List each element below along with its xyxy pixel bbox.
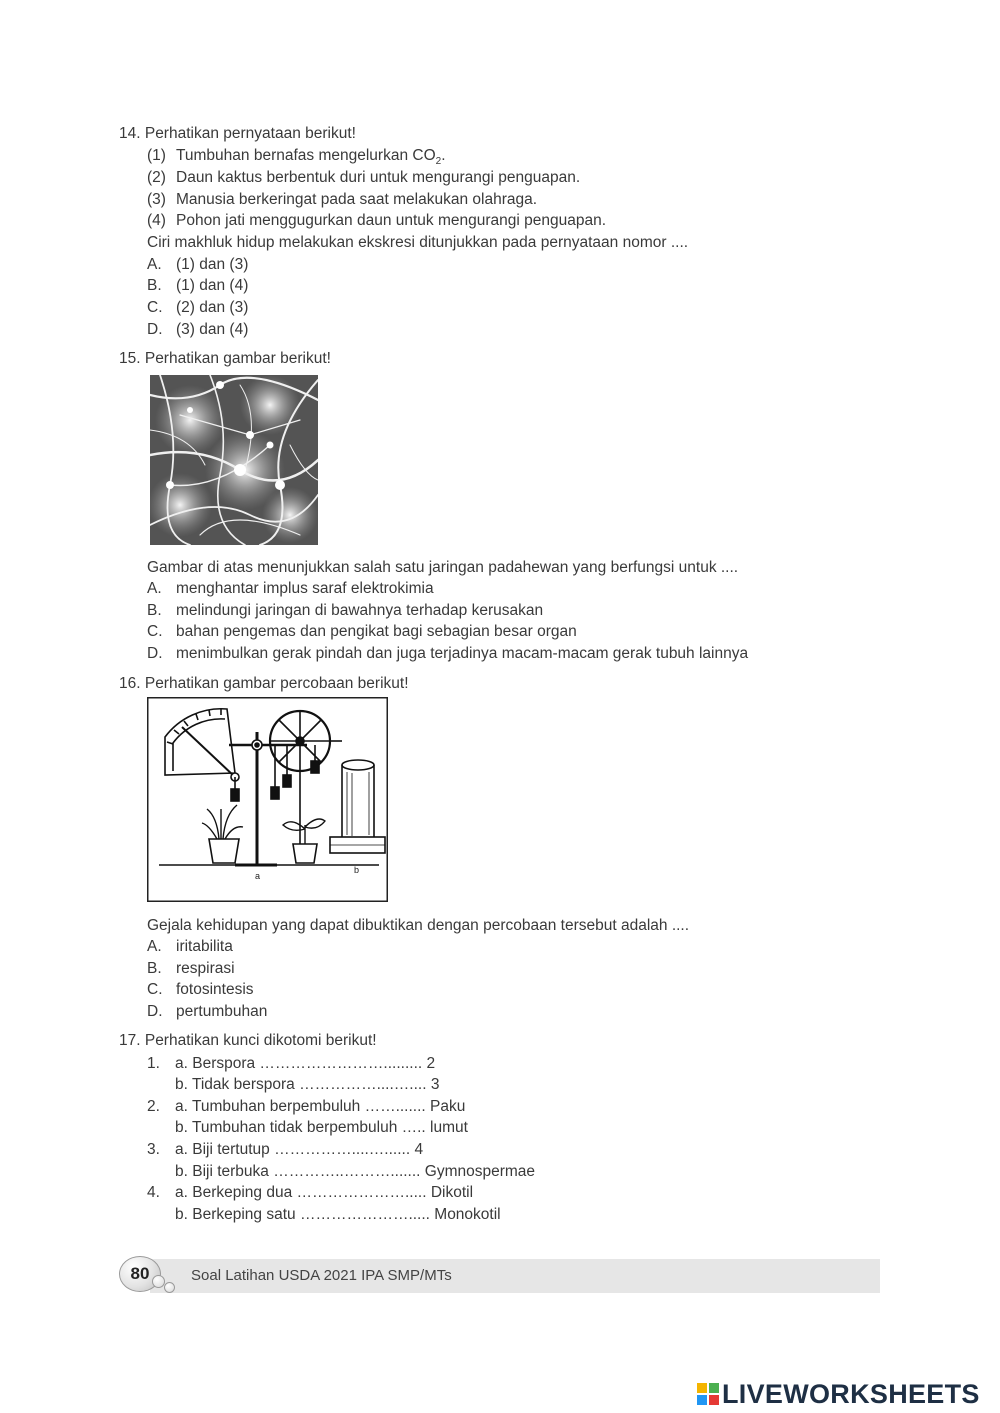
q17-key-3-num: 3. bbox=[147, 1141, 160, 1158]
q14-question: Ciri makhluk hidup melakukan ekskresi ditunjukkan pada pernyataan nomor .... bbox=[147, 234, 689, 251]
q14-option-a[interactable]: (1) dan (3) bbox=[176, 256, 249, 273]
liveworksheets-logo-icon bbox=[697, 1383, 719, 1405]
q17-key-3b: b. Biji terbuka …………..………....... Gymnospermae bbox=[175, 1163, 536, 1180]
q16-option-a[interactable]: iritabilita bbox=[176, 938, 233, 955]
q14-statement-1-subscript: 2 bbox=[435, 156, 442, 168]
q15-option-a[interactable]: menghantar implus saraf elektrokimia bbox=[176, 580, 434, 597]
q14-statement-1-end: . bbox=[441, 147, 446, 164]
liveworksheets-watermark[interactable]: LIVEWORKSHEETS bbox=[722, 1379, 980, 1409]
q17-key-2a: a. Tumbuhan berpembuluh ……....... Paku bbox=[175, 1098, 466, 1115]
q17-key-2b: b. Tumbuhan tidak berpembuluh ….. lumut bbox=[175, 1119, 468, 1136]
q15-option-b-letter[interactable]: B. bbox=[147, 602, 162, 619]
q14-option-a-letter[interactable]: A. bbox=[147, 256, 162, 273]
q16-title: 16. Perhatikan gambar percobaan berikut! bbox=[119, 675, 409, 692]
q14-title: 14. Perhatikan pernyataan berikut! bbox=[119, 125, 356, 142]
diagram-label-a: a bbox=[255, 871, 261, 881]
nerve-tissue-image bbox=[150, 375, 318, 545]
q14-option-d-letter[interactable]: D. bbox=[147, 321, 163, 338]
q15-option-c[interactable]: bahan pengemas dan pengikat bagi sebagian besar organ bbox=[176, 623, 577, 640]
q15-title: 15. Perhatikan gambar berikut! bbox=[119, 350, 331, 367]
q14-statement-2-num: (2) bbox=[147, 169, 166, 186]
q16-option-d-letter[interactable]: D. bbox=[147, 1003, 163, 1020]
q17-key-4b: b. Berkeping satu …………………..... Monokotil bbox=[175, 1206, 501, 1223]
q15-option-b[interactable]: melindungi jaringan di bawahnya terhadap kerusakan bbox=[176, 602, 544, 619]
footer-title: Soal Latihan USDA 2021 IPA SMP/MTs bbox=[191, 1267, 452, 1284]
q14-option-b-letter[interactable]: B. bbox=[147, 277, 162, 294]
q14-statement-1-num: (1) bbox=[147, 147, 166, 164]
q15-question: Gambar di atas menunjukkan salah satu jaringan padahewan yang berfungsi untuk .... bbox=[147, 559, 739, 576]
bubble-decoration bbox=[164, 1282, 175, 1293]
q15-option-d[interactable]: menimbulkan gerak pindah dan juga terjadinya macam-macam gerak tubuh lainnya bbox=[176, 645, 749, 662]
q17-key-1a: a. Berspora ……………………......... 2 bbox=[175, 1055, 436, 1072]
q14-option-c-letter[interactable]: C. bbox=[147, 299, 163, 316]
q16-option-c[interactable]: fotosintesis bbox=[176, 981, 254, 998]
q14-statement-4: Pohon jati menggugurkan daun untuk mengurangi penguapan. bbox=[176, 212, 607, 229]
q17-key-4a: a. Berkeping dua …………………..... Dikotil bbox=[175, 1184, 474, 1201]
q17-title: 17. Perhatikan kunci dikotomi berikut! bbox=[119, 1032, 377, 1049]
q14-option-c[interactable]: (2) dan (3) bbox=[176, 299, 249, 316]
experiment-diagram bbox=[147, 697, 388, 902]
q15-option-d-letter[interactable]: D. bbox=[147, 645, 163, 662]
q14-statement-3-num: (3) bbox=[147, 191, 166, 208]
q17-key-2-num: 2. bbox=[147, 1098, 160, 1115]
q16-option-b[interactable]: respirasi bbox=[176, 960, 235, 977]
q17-key-4-num: 4. bbox=[147, 1184, 160, 1201]
q16-option-c-letter[interactable]: C. bbox=[147, 981, 163, 998]
q14-statement-3: Manusia berkeringat pada saat melakukan olahraga. bbox=[176, 191, 538, 208]
q14-statement-4-num: (4) bbox=[147, 212, 166, 229]
q14-option-d[interactable]: (3) dan (4) bbox=[176, 321, 249, 338]
q17-key-3a: a. Biji tertutup ……………....…...... 4 bbox=[175, 1141, 424, 1158]
q14-statement-1-text: Tumbuhan bernafas mengelurkan CO bbox=[176, 147, 436, 164]
page-number: 80 bbox=[119, 1256, 161, 1292]
q15-option-c-letter[interactable]: C. bbox=[147, 623, 163, 640]
q14-statement-2: Daun kaktus berbentuk duri untuk mengurangi penguapan. bbox=[176, 169, 581, 186]
diagram-label-b: b bbox=[354, 865, 360, 875]
q17-key-1b: b. Tidak berspora ……………....….... 3 bbox=[175, 1076, 440, 1093]
q16-option-b-letter[interactable]: B. bbox=[147, 960, 162, 977]
q17-key-1-num: 1. bbox=[147, 1055, 160, 1072]
q16-option-d[interactable]: pertumbuhan bbox=[176, 1003, 268, 1020]
q16-option-a-letter[interactable]: A. bbox=[147, 938, 162, 955]
q16-question: Gejala kehidupan yang dapat dibuktikan dengan percobaan tersebut adalah .... bbox=[147, 917, 690, 934]
q15-option-a-letter[interactable]: A. bbox=[147, 580, 162, 597]
q14-option-b[interactable]: (1) dan (4) bbox=[176, 277, 249, 294]
